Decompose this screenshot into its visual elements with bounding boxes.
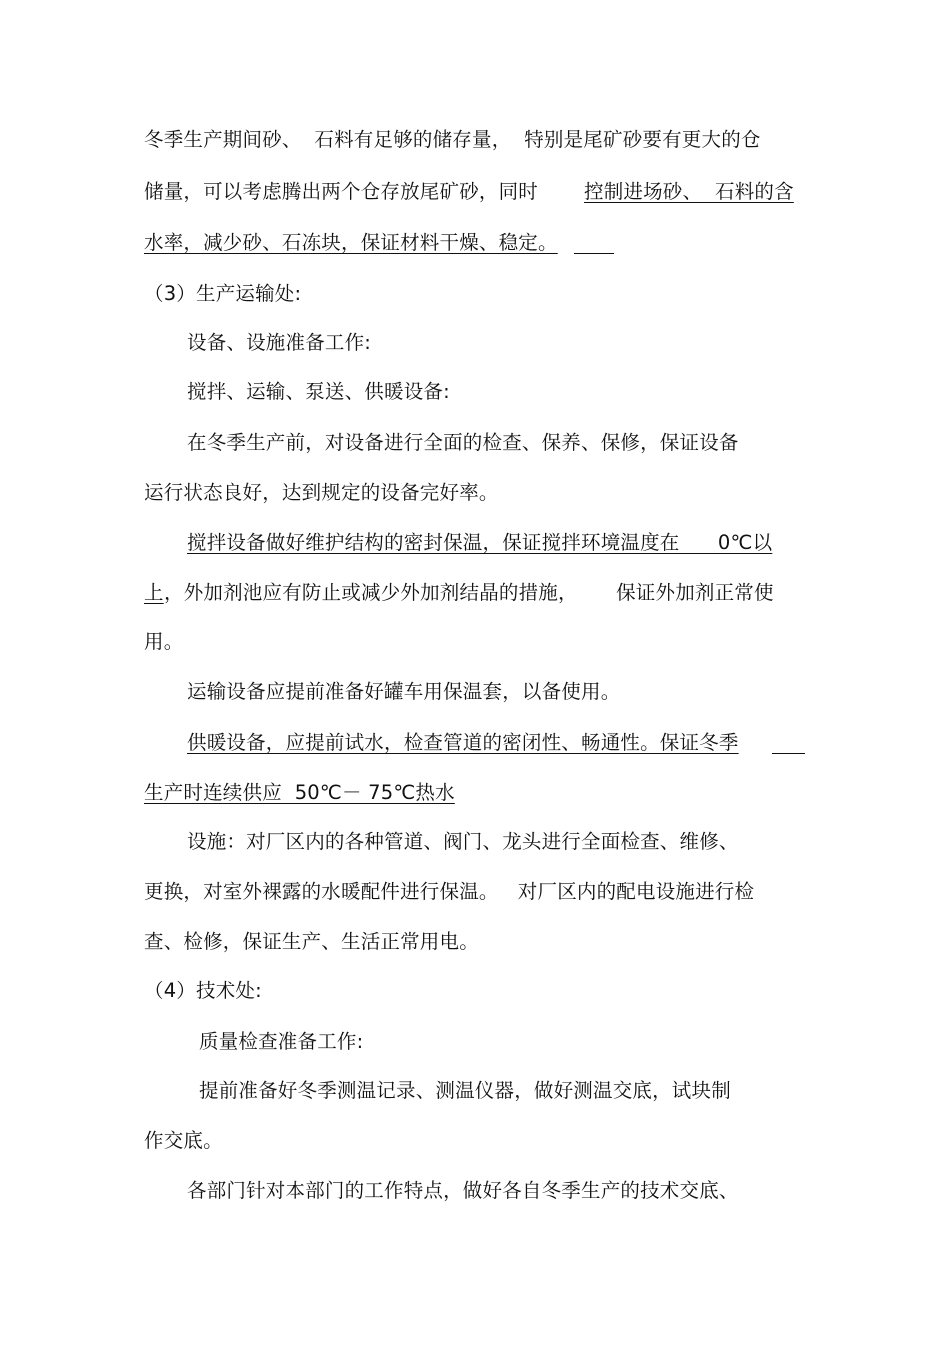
underline-rule [574, 253, 614, 254]
text-line: 各部门针对本部门的工作特点，做好各自冬季生产的技术交底、 [187, 1179, 739, 1202]
text-line: 储量，可以考虑腾出两个仓存放尾矿砂，同时 [144, 180, 551, 203]
text-line: 更换，对室外裸露的水暖配件进行保温。 对厂区内的配电设施进行检 [144, 880, 755, 903]
subheading: 质量检查准备工作: [199, 1030, 364, 1053]
subheading: 设备、设施准备工作: [187, 331, 372, 354]
underlined-text: 水率，减少砂、石冻块，保证材料干燥、稳定。 [144, 231, 558, 254]
text-line: 用。 [144, 630, 184, 653]
text-line: 冬季生产期间砂、 石料有足够的储存量， 特别是尾矿砂要有更大的仓 [144, 128, 761, 151]
section-heading: （4）技术处: [144, 979, 262, 1002]
subheading: 搅拌、运输、泵送、供暖设备: [187, 380, 450, 403]
text-line: 运行状态良好，达到规定的设备完好率。 [144, 481, 499, 504]
section-heading: （3）生产运输处: [144, 282, 302, 305]
text-line: 在冬季生产前，对设备进行全面的检查、保养、保修，保证设备 [187, 431, 739, 454]
underlined-text: 上 [144, 581, 164, 604]
underlined-text: 控制进场砂、 石料的含 [584, 180, 794, 203]
underlined-text: 搅拌设备做好维护结构的密封保温，保证搅拌环境温度在 0℃以 [187, 531, 773, 554]
text-line: 提前准备好冬季测温记录、测温仪器，做好测温交底，试块制 [199, 1079, 731, 1102]
text-line: 查、检修，保证生产、生活正常用电。 [144, 930, 479, 953]
text-line: ，外加剂池应有防止或减少外加剂结晶的措施， 保证外加剂正常使 [164, 581, 774, 604]
underline-rule [772, 753, 805, 754]
underlined-text: 生产时连续供应 50℃－ 75℃热水 [144, 781, 455, 804]
text-line: 设施：对厂区内的各种管道、阀门、龙头进行全面检查、维修、 [187, 830, 739, 853]
text-line: 运输设备应提前准备好罐车用保温套，以备使用。 [187, 680, 621, 703]
text-line: 作交底。 [144, 1129, 223, 1152]
underlined-text: 供暖设备，应提前试水，检查管道的密闭性、畅通性。保证冬季 [187, 731, 739, 754]
